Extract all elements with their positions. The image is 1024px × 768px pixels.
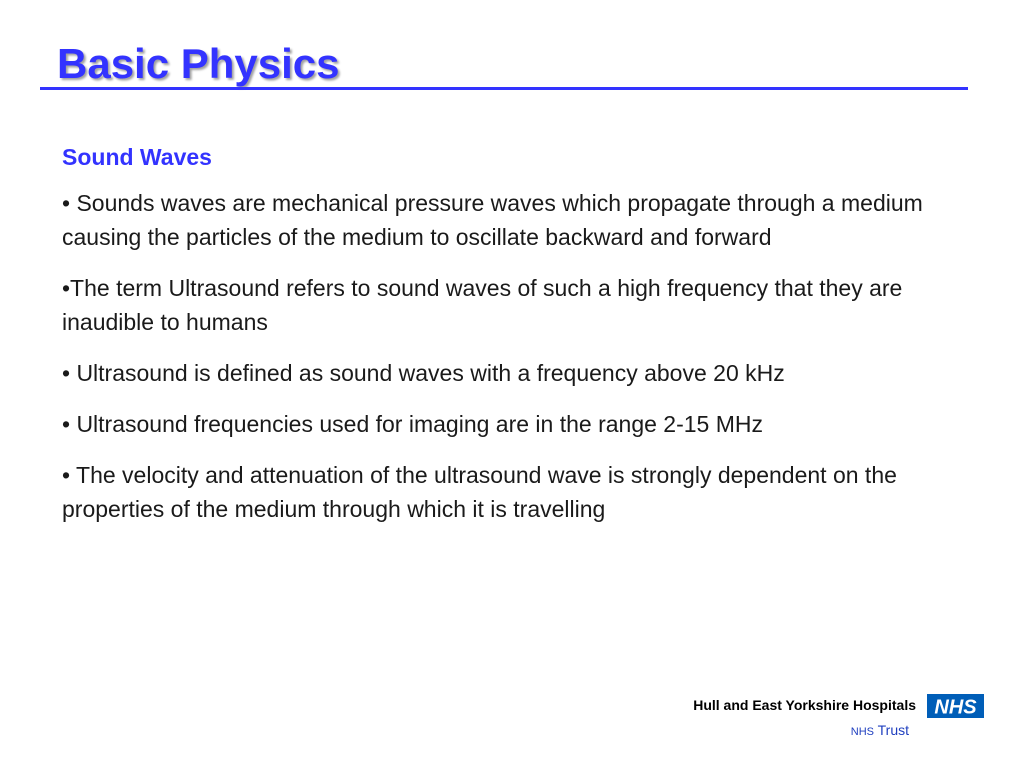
footer-nhs-prefix: NHS bbox=[850, 726, 874, 738]
section-heading: Sound Waves bbox=[62, 144, 212, 170]
bullet-item: • Ultrasound frequencies used for imaging are in the range 2-15 MHz bbox=[62, 411, 763, 437]
nhs-logo-text: NHS bbox=[934, 696, 977, 718]
slide-title: Basic Physics bbox=[57, 40, 340, 87]
nhs-logo-icon bbox=[927, 694, 984, 718]
bullet-item: • Sounds waves are mechanical pressure waves which propagate through a medium causing the particles of the medium to oscillate backward and forward bbox=[62, 190, 923, 250]
slide-content bbox=[62, 140, 982, 543]
bullet-item: • The velocity and attenuation of the ultrasound wave is strongly dependent on the properties of the medium through which it is travelling bbox=[62, 462, 897, 522]
bullet-item: •The term Ultrasound refers to sound waves of such a high frequency that they are inaudible to humans bbox=[62, 275, 903, 335]
footer-trust-line bbox=[851, 722, 909, 738]
title-underline bbox=[40, 87, 968, 90]
bullet-item: • Ultrasound is defined as sound waves with a frequency above 20 kHz bbox=[62, 360, 785, 386]
footer-trust-label: Trust bbox=[877, 722, 909, 738]
footer-organization: Hull and East Yorkshire Hospitals bbox=[693, 697, 916, 713]
